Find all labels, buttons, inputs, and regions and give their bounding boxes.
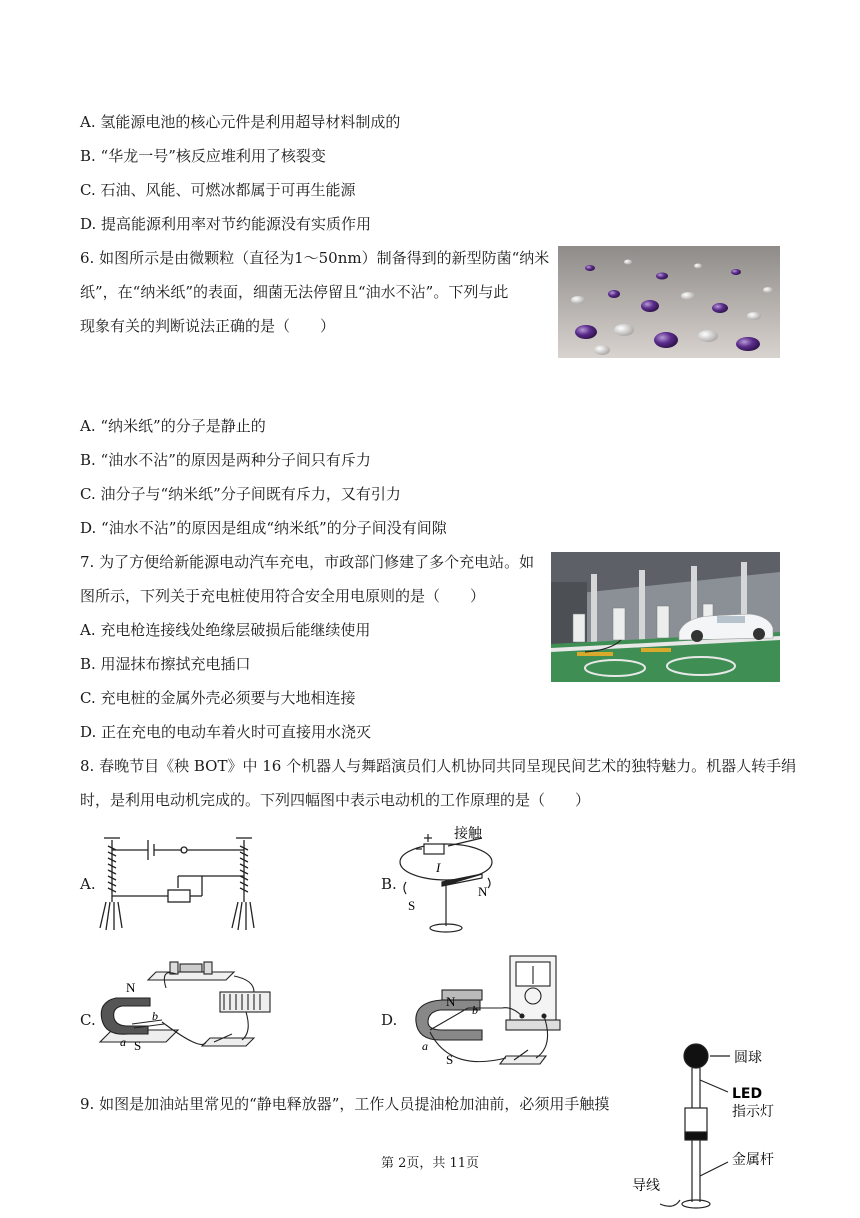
- q8-stem-line-2: 时，是利用电动机完成的。下列四幅图中表示电动机的工作原理的是（ ）: [80, 791, 591, 809]
- south-pole-label: S: [446, 1052, 454, 1067]
- q5-option-a: A. 氢能源电池的核心元件是利用超导材料制成的: [80, 113, 401, 131]
- q7-option-d: D. 正在充电的电动车着火时可直接用水浇灭: [80, 723, 372, 741]
- charging-station-photo: [551, 552, 780, 682]
- q7-option-b: B. 用湿抹布擦拭充电插口: [80, 655, 251, 673]
- q7-stem-line-2: 图所示，下列关于充电桩使用符合安全用电原则的是（ ）: [80, 587, 486, 605]
- metal-rod-label: 金属杆: [732, 1152, 774, 1168]
- q8-figure-c-label: C.: [80, 1011, 96, 1029]
- north-pole-label: N: [126, 980, 136, 995]
- south-pole-label: S: [134, 1038, 142, 1053]
- q6-option-b: B. “油水不沾”的原因是两种分子间只有斥力: [80, 451, 371, 469]
- wire-label: 导线: [632, 1178, 660, 1194]
- page-number: 第 2页，共 11页: [380, 1156, 480, 1171]
- current-i-label: I: [436, 860, 441, 875]
- point-b-label: b: [472, 1003, 478, 1017]
- q8-figure-a-label: A.: [80, 875, 96, 893]
- electromagnet-diagram: [98, 832, 266, 932]
- north-pole-label: N: [446, 994, 456, 1009]
- south-pole-label: S: [408, 898, 416, 913]
- q6-stem-line-2: 纸”，在“纳米纸”的表面，细菌无法停留且“油水不沾”。下列与此: [80, 283, 509, 301]
- contact-label: 接触: [454, 826, 482, 842]
- q5-option-d: D. 提高能源利用率对节约能源没有实质作用: [80, 215, 372, 233]
- q5-option-b: B. “华龙一号”核反应堆利用了核裂变: [80, 147, 326, 165]
- q5-option-c: C. 石油、风能、可燃冰都属于可再生能源: [80, 181, 356, 199]
- motor-principle-diagram: [96, 958, 276, 1058]
- q8-figure-d-label: D.: [381, 1011, 398, 1029]
- q6-option-a: A. “纳米纸”的分子是静止的: [80, 417, 266, 435]
- q6-option-c: C. 油分子与“纳米纸”分子间既有斥力，又有引力: [80, 485, 401, 503]
- led-label: LED: [732, 1086, 763, 1102]
- generator-principle-diagram: [398, 952, 570, 1072]
- nano-paper-photo: [558, 246, 780, 358]
- static-discharger-diagram: [630, 1036, 790, 1214]
- q7-option-a: A. 充电枪连接线处绝缘层破损后能继续使用: [80, 621, 371, 639]
- point-b-label: b: [152, 1009, 158, 1023]
- north-pole-label: N: [478, 884, 488, 899]
- q6-stem-line-1: 6. 如图所示是由微颗粒（直径为1～50nm）制备得到的新型防菌“纳米: [80, 249, 550, 267]
- oersted-experiment-diagram: [398, 816, 548, 940]
- q6-stem-line-3: 现象有关的判断说法正确的是（ ）: [80, 317, 336, 335]
- q8-stem-line-1: 8. 春晚节目《秧 BOT》中 16 个机器人与舞蹈演员们人机协同共同呈现民间艺术的独特魅力。机器人转手绢: [80, 757, 797, 775]
- q9-stem: 9. 如图是加油站里常见的“静电释放器”，工作人员提油枪加油前，必须用手触摸: [80, 1095, 610, 1113]
- q7-option-c: C. 充电桩的金属外壳必须要与大地相连接: [80, 689, 356, 707]
- q8-figure-b-label: B.: [381, 875, 397, 893]
- point-a-label: a: [422, 1039, 428, 1053]
- q7-stem-line-1: 7. 为了方便给新能源电动汽车充电，市政部门修建了多个充电站。如: [80, 553, 535, 571]
- indicator-light-label: 指示灯: [732, 1104, 774, 1120]
- point-a-label: a: [120, 1035, 126, 1049]
- ball-label: 圆球: [734, 1050, 762, 1066]
- q6-option-d: D. “油水不沾”的原因是组成“纳米纸”的分子间没有间隙: [80, 519, 447, 537]
